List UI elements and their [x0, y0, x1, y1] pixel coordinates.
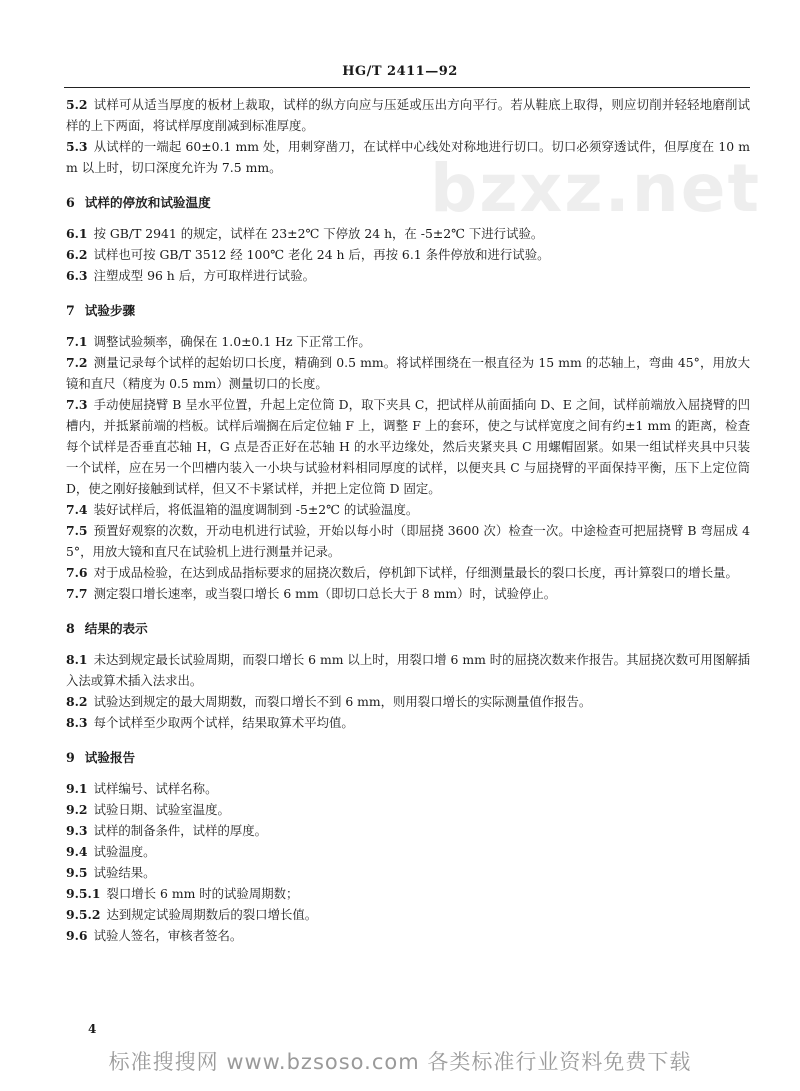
clause-text: 试验结果。 [93, 865, 156, 880]
clause-text: 试样编号、试样名称。 [93, 781, 218, 796]
clause-number: 8.1 [66, 652, 88, 667]
clause-text: 装好试样后，将低温箱的温度调制到 -5±2℃ 的试验温度。 [93, 502, 419, 517]
clause-text: 每个试样至少取两个试样，结果取算术平均值。 [93, 715, 354, 730]
clause-text: 试验报告 [84, 750, 136, 765]
clause-paragraph [66, 265, 750, 286]
clause-paragraph [66, 94, 750, 136]
clause-number: 9.4 [66, 844, 88, 859]
clause-paragraph [66, 691, 750, 712]
footer-watermark: 标准搜搜网 www.bzsoso.com 各类标准行业资料免费下载 [108, 1050, 692, 1074]
clause-number: 9.2 [66, 802, 88, 817]
clause-paragraph [66, 562, 750, 583]
clause-number: 6.2 [66, 247, 88, 262]
clause-number: 9.5.2 [66, 907, 101, 922]
header-rule [64, 87, 750, 88]
clause-text: 试验温度。 [93, 844, 156, 859]
clause-number: 5.2 [66, 97, 88, 112]
clause-paragraph [66, 223, 750, 244]
clause-text: 裂口增长 6 mm 时的试验周期数； [106, 886, 299, 901]
clause-number: 7.2 [66, 355, 88, 370]
clause-number: 9.1 [66, 781, 88, 796]
clause-number: 5.3 [66, 139, 88, 154]
clause-paragraph [66, 352, 750, 394]
clause-text: 达到规定试验周期数后的裂口增长值。 [106, 907, 318, 922]
clause-number: 9 [66, 750, 75, 765]
clause-number: 9.5.1 [66, 886, 101, 901]
clause-paragraph [66, 394, 750, 499]
clause-paragraph [66, 499, 750, 520]
clause-text: 手动使屈挠臂 B 呈水平位置，升起上定位筒 D，取下夹具 C，把试样从前面插向 D、E 之间，试样前端放入屈挠臂的凹槽内，并抵紧前端的档板。试样后端搁在后定位轴 F 上，调整 F 上的套环，使之与试样宽度之间有约±1 mm 的距离，检查每个试样是否垂直芯轴 H，G 点是否正好在芯轴 H 的水平边缘处，然后夹紧夹具 C 用螺帽固紧。如果一组试样夹具中只装一个试样，应在另一个凹槽内装入一小块与试验材料相同厚度的试样，以便夹具 C 与屈挠臂的平面保持平衡，压下上定位筒 D，使之刚好接触到试样，但又不卡紧试样，并把上定位筒 D 固定。 [66, 397, 750, 496]
clause-number: 7.3 [66, 397, 88, 412]
clause-paragraph [66, 712, 750, 733]
report-item [66, 904, 750, 925]
clause-text: 试样也可按 GB/T 3512 经 100℃ 老化 24 h 后，再按 6.1 条件停放和进行试验。 [93, 247, 550, 262]
section-heading [66, 192, 750, 213]
report-item [66, 799, 750, 820]
clause-number: 9.5 [66, 865, 88, 880]
clause-paragraph [66, 331, 750, 352]
clause-text: 注塑成型 96 h 后，方可取样进行试验。 [93, 268, 315, 283]
page-header: HG/T 2411—92 [342, 64, 458, 79]
clause-paragraph [66, 136, 750, 178]
clause-number: 7.4 [66, 502, 88, 517]
clause-number: 8.3 [66, 715, 88, 730]
report-item [66, 778, 750, 799]
clause-number: 9.3 [66, 823, 88, 838]
clause-number: 6.3 [66, 268, 88, 283]
report-item [66, 883, 750, 904]
clause-paragraph [66, 583, 750, 604]
clause-text: 试验人签名，审核者签名。 [93, 928, 243, 943]
clause-text: 按 GB/T 2941 的规定，试样在 23±2℃ 下停放 24 h，在 -5±2℃ 下进行试验。 [93, 226, 544, 241]
report-item [66, 820, 750, 841]
clause-text: 试样的停放和试验温度 [84, 195, 211, 210]
clause-number: 6.1 [66, 226, 88, 241]
clause-text: 从试样的一端起 60±0.1 mm 处，用刺穿凿刀，在试样中心线处对称地进行切口。切口必须穿透试件，但厚度在 10 mm 以上时，切口深度允许为 7.5 mm。 [66, 139, 750, 175]
section-heading [66, 618, 750, 639]
clause-text: 试验步骤 [84, 303, 136, 318]
clause-text: 试验达到规定的最大周期数，而裂口增长不到 6 mm，则用裂口增长的实际测量值作报告。 [93, 694, 592, 709]
clause-text: 试样可从适当厚度的板材上裁取，试样的纵方向应与压延或压出方向平行。若从鞋底上取得，则应切削并轻轻地磨削试样的上下两面，将试样厚度削减到标准厚度。 [66, 97, 750, 133]
section-heading [66, 300, 750, 321]
clause-number: 9.6 [66, 928, 88, 943]
clause-number: 8 [66, 621, 75, 636]
clause-text: 测量记录每个试样的起始切口长度，精确到 0.5 mm。将试样围绕在一根直径为 15 mm 的芯轴上，弯曲 45°，用放大镜和直尺（精度为 0.5 mm）测量切口的长度。 [66, 355, 750, 391]
report-item [66, 925, 750, 946]
clause-number: 7 [66, 303, 75, 318]
clause-text: 试样的制备条件，试样的厚度。 [93, 823, 268, 838]
clause-number: 7.6 [66, 565, 88, 580]
clause-paragraph [66, 244, 750, 265]
section-heading [66, 747, 750, 768]
document-body [66, 94, 750, 946]
clause-paragraph [66, 520, 750, 562]
clause-number: 6 [66, 195, 75, 210]
clause-number: 8.2 [66, 694, 88, 709]
clause-text: 试验日期、试验室温度。 [93, 802, 230, 817]
clause-paragraph [66, 649, 750, 691]
report-item [66, 862, 750, 883]
clause-text: 调整试验频率，确保在 1.0±0.1 Hz 下正常工作。 [93, 334, 371, 349]
clause-number: 7.1 [66, 334, 88, 349]
page-number: 4 [88, 1022, 97, 1036]
clause-number: 7.5 [66, 523, 88, 538]
report-item [66, 841, 750, 862]
clause-text: 预置好观察的次数，开动电机进行试验，开始以每小时（即屈挠 3600 次）检查一次。中途检查可把屈挠臂 B 弯屈成 45°，用放大镜和直尺在试验机上进行测量并记录。 [66, 523, 750, 559]
watermark-logo: bzxz.net [430, 150, 762, 227]
clause-text: 结果的表示 [84, 621, 148, 636]
clause-text: 未达到规定最长试验周期，而裂口增长 6 mm 以上时，用裂口增 6 mm 时的屈挠次数来作报告。其屈挠次数可用图解插入法或算术插入法求出。 [66, 652, 750, 688]
clause-text: 对于成品检验，在达到成品指标要求的屈挠次数后，停机卸下试样，仔细测量最长的裂口长度，再计算裂口的增长量。 [93, 565, 738, 580]
clause-number: 7.7 [66, 586, 88, 601]
clause-text: 测定裂口增长速率，或当裂口增长 6 mm（即切口总长大于 8 mm）时，试验停止。 [93, 586, 557, 601]
